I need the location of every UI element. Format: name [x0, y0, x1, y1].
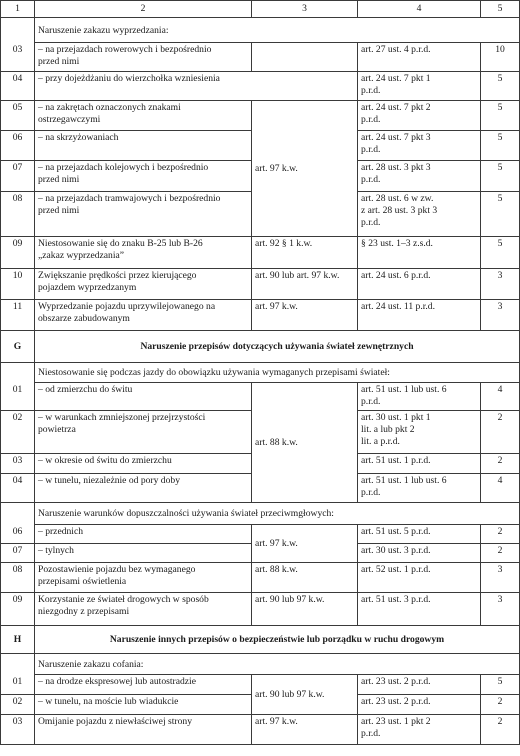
row-legal-basis: art. 51 ust. 5 p.r.d.: [358, 525, 481, 544]
row-code: 06: [1, 525, 35, 544]
section-letter: G: [1, 331, 35, 363]
row-points: 2: [481, 525, 520, 544]
section-header-row: [1, 626, 520, 654]
row-description: Korzystanie ze świateł drogowych w sposób niezgodny z przepisami: [35, 593, 252, 626]
row-description: – tylnych: [35, 544, 252, 563]
column-number-3: 3: [252, 1, 358, 18]
row-description: Wyprzedzanie pojazdu uprzywilejowanego na obszarze zabudowanym: [35, 300, 252, 331]
row-code: 05: [1, 101, 35, 131]
row-legal-basis: art. 23 ust. 2 p.r.d.: [358, 695, 481, 715]
row-code: 01: [1, 675, 35, 695]
empty-cell: [1, 503, 35, 525]
table-row: [1, 383, 520, 411]
row-code: 10: [1, 269, 35, 300]
row-points: 3: [481, 269, 520, 300]
row-legal-basis: art. 27 ust. 4 p.r.d.: [358, 43, 481, 72]
row-legal-basis: art. 51 ust. 1 p.r.d.: [358, 454, 481, 474]
row-points: 2: [481, 454, 520, 474]
column-number-1: 1: [1, 1, 35, 18]
subheading-reversing: Naruszenie zakazu cofania:: [35, 654, 520, 675]
column-number-row: [1, 1, 520, 18]
row-points: 3: [481, 300, 520, 331]
row-legal-basis: art. 23 ust. 2 p.r.d.: [358, 675, 481, 695]
row-description: – na przejazdach tramwajowych i bezpośrednio przed nimi: [35, 192, 252, 237]
row-description: – na drodze ekspresowej lub autostradzie: [35, 675, 252, 695]
row-kw-article: art. 90 lub art. 97 k.w.: [252, 269, 358, 300]
row-legal-basis: art. 28 ust. 3 pkt 3 p.r.d.: [358, 161, 481, 192]
row-legal-basis: art. 24 ust. 6 p.r.d.: [358, 269, 481, 300]
empty-cell: [252, 43, 358, 72]
row-description: – na przejazdach rowerowych i bezpośrednio przed nimi: [35, 43, 252, 72]
row-legal-basis: art. 24 ust. 7 pkt 1 p.r.d.: [358, 72, 481, 101]
table-row: [1, 269, 520, 300]
table-row: [1, 300, 520, 331]
row-points: 5: [481, 161, 520, 192]
row-description: – na przejazdach kolejowych i bezpośrednio przed nimi: [35, 161, 252, 192]
row-code: 02: [1, 411, 35, 454]
row-kw-article: art. 88 k.w.: [252, 563, 358, 593]
table-row: [1, 237, 520, 269]
row-code: 03: [1, 43, 35, 72]
row-legal-basis: art. 30 ust. 3 p.r.d.: [358, 544, 481, 563]
row-legal-basis: art. 24 ust. 7 pkt 2 p.r.d.: [358, 101, 481, 131]
row-kw-article: art. 92 § 1 k.w.: [252, 237, 358, 269]
row-points: 5: [481, 72, 520, 101]
row-description: – przednich: [35, 525, 252, 544]
table-row: [1, 593, 520, 626]
column-number-5: 5: [481, 1, 520, 18]
row-points: 2: [481, 544, 520, 563]
row-code: 11: [1, 300, 35, 331]
row-kw-article: art. 97 k.w.: [252, 715, 358, 745]
empty-cell: [1, 654, 35, 675]
row-points: 5: [481, 237, 520, 269]
table-row: [1, 72, 520, 101]
row-code: 01: [1, 383, 35, 411]
row-points: 3: [481, 563, 520, 593]
section-header-row: [1, 331, 520, 363]
row-description: – w tunelu, niezależnie od pory doby: [35, 474, 252, 503]
row-points: 2: [481, 715, 520, 745]
row-code: 04: [1, 474, 35, 503]
table-row: [1, 715, 520, 745]
table-row: [1, 43, 520, 72]
row-code: 04: [1, 72, 35, 101]
row-legal-basis: § 23 ust. 1–3 z.s.d.: [358, 237, 481, 269]
row-kw-article: art. 90 lub 97 k.w.: [252, 675, 358, 715]
row-code: 06: [1, 131, 35, 161]
row-description: – na zakrętach oznaczonych znakami ostrzegawczymi: [35, 101, 252, 131]
row-code: 08: [1, 563, 35, 593]
row-description: Niestosowanie się do znaku B-25 lub B-26 „zakaz wyprzedzania”: [35, 237, 252, 269]
table-row: [1, 563, 520, 593]
row-description: – w warunkach zmniejszonej przejrzystości powietrza: [35, 411, 252, 454]
table-row: [1, 525, 520, 544]
row-points: 2: [481, 411, 520, 454]
row-kw-article: art. 97 k.w.: [252, 101, 358, 237]
row-kw-article: art. 97 k.w.: [252, 300, 358, 331]
row-legal-basis: art. 52 ust. 1 p.r.d.: [358, 563, 481, 593]
row-code: 09: [1, 593, 35, 626]
row-code: 07: [1, 161, 35, 192]
row-description: Pozostawienie pojazdu bez wymaganego przepisami oświetlenia: [35, 563, 252, 593]
row-kw-article: art. 97 k.w.: [252, 525, 358, 563]
row-description: – w okresie od świtu do zmierzchu: [35, 454, 252, 474]
column-number-4: 4: [358, 1, 481, 18]
row-kw-article: art. 90 lub 97 k.w.: [252, 593, 358, 626]
row-legal-basis: art. 51 ust. 1 lub ust. 6 p.r.d.: [358, 383, 481, 411]
row-points: 5: [481, 131, 520, 161]
section-title: Naruszenie innych przepisów o bezpieczeństwie lub porządku w ruchu drogowym: [35, 626, 520, 654]
row-description: – na skrzyżowaniach: [35, 131, 252, 161]
subheading-row: [1, 18, 520, 43]
row-code: 03: [1, 715, 35, 745]
empty-cell: [1, 363, 35, 383]
row-code: 03: [1, 454, 35, 474]
row-points: 5: [481, 192, 520, 237]
row-legal-basis: art. 23 ust. 1 pkt 2 p.r.d.: [358, 715, 481, 745]
row-description: Zwiększanie prędkości przez kierującego pojazdem wyprzedzanym: [35, 269, 252, 300]
subheading-row: [1, 654, 520, 675]
row-points: 5: [481, 675, 520, 695]
subheading-row: [1, 503, 520, 525]
row-points: 10: [481, 43, 520, 72]
table-row: [1, 101, 520, 131]
row-points: 4: [481, 383, 520, 411]
empty-cell: [1, 18, 35, 43]
table-row: [1, 675, 520, 695]
subheading-lights: Niestosowanie się podczas jazdy do obowiązku używania wymaganych przepisami świateł:: [35, 363, 520, 383]
row-description: Omijanie pojazdu z niewłaściwej strony: [35, 715, 252, 745]
column-number-2: 2: [35, 1, 252, 18]
row-points: 4: [481, 474, 520, 503]
row-points: 2: [481, 695, 520, 715]
row-legal-basis: art. 24 ust. 7 pkt 3 p.r.d.: [358, 131, 481, 161]
row-legal-basis: art. 30 ust. 1 pkt 1 lit. a lub pkt 2 lit. a p.r.d.: [358, 411, 481, 454]
row-description: – w tunelu, na moście lub wiadukcie: [35, 695, 252, 715]
row-code: 09: [1, 237, 35, 269]
subheading-fog-lights: Naruszenie warunków dopuszczalności używania świateł przeciwmgłowych:: [35, 503, 520, 525]
row-description: – od zmierzchu do świtu: [35, 383, 252, 411]
section-title: Naruszenie przepisów dotyczących używania świateł zewnętrznych: [35, 331, 520, 363]
row-legal-basis: art. 28 ust. 6 w zw. z art. 28 ust. 3 pkt 3 p.r.d.: [358, 192, 481, 237]
subheading-overtaking: Naruszenie zakazu wyprzedzania:: [35, 18, 520, 43]
row-kw-article: art. 88 k.w.: [252, 383, 358, 503]
row-legal-basis: art. 51 ust. 3 p.r.d.: [358, 593, 481, 626]
row-code: 02: [1, 695, 35, 715]
row-code: 08: [1, 192, 35, 237]
row-legal-basis: art. 24 ust. 11 p.r.d.: [358, 300, 481, 331]
row-code: 07: [1, 544, 35, 563]
row-points: 5: [481, 101, 520, 131]
row-points: 3: [481, 593, 520, 626]
subheading-row: [1, 363, 520, 383]
row-legal-basis: art. 51 ust. 1 lub ust. 6 p.r.d.: [358, 474, 481, 503]
row-description: – przy dojeżdżaniu do wierzchołka wzniesienia: [35, 72, 358, 101]
section-letter: H: [1, 626, 35, 654]
